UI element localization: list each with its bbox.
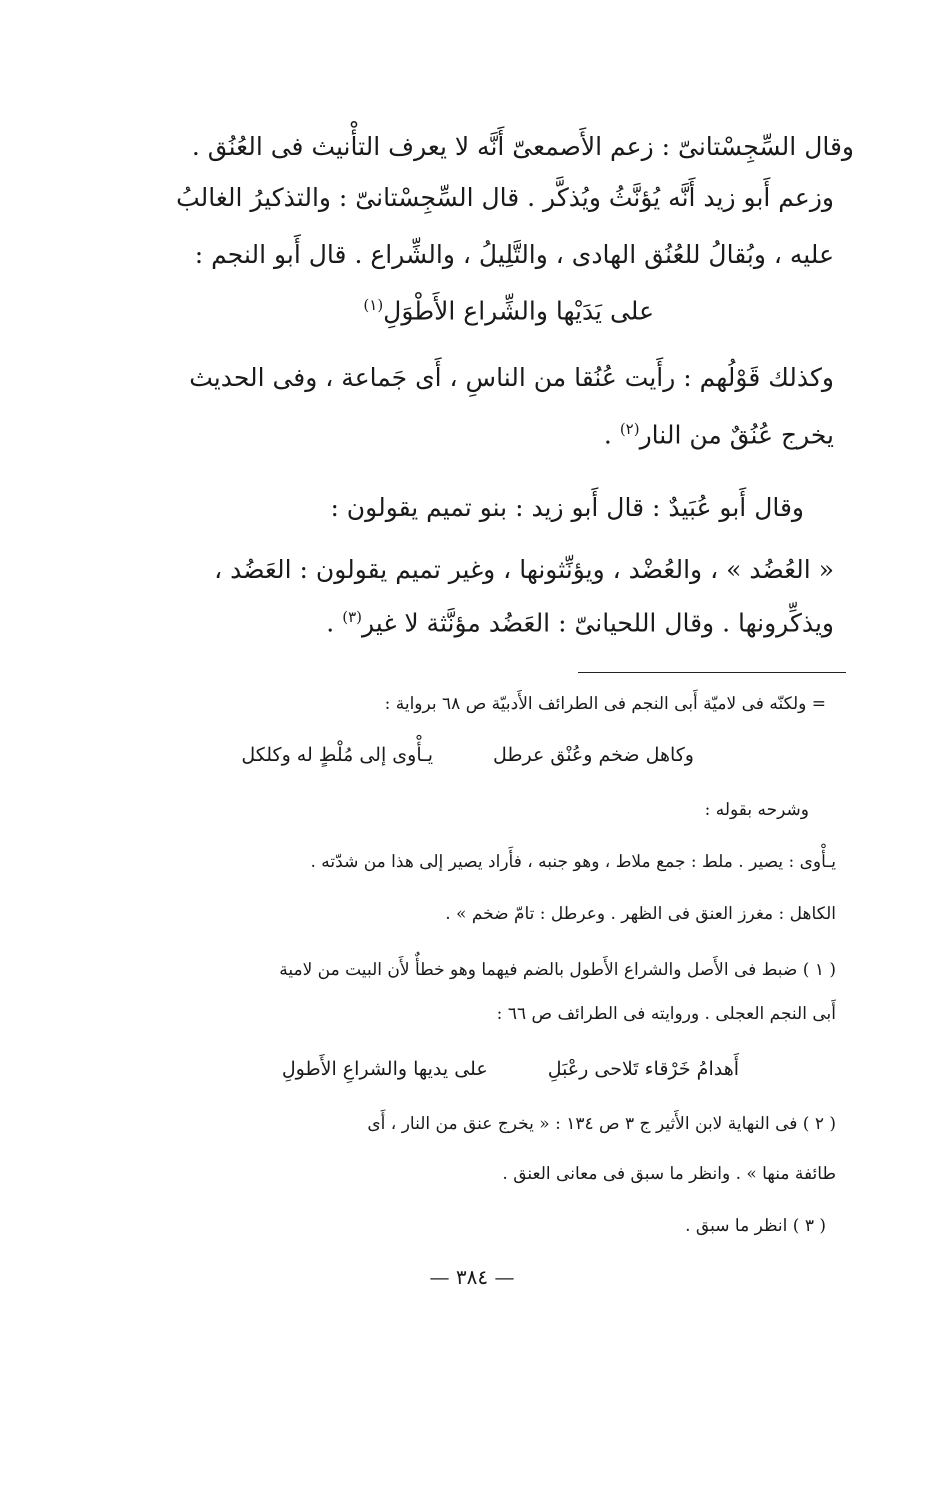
footnote-explain-2: الكاهل : مغرز العنق فى الظهر . وعرطل : تامّ ضخم » . — [445, 904, 836, 924]
footnote-3: ( ٣ ) انظر ما سبق . — [685, 1216, 826, 1236]
footnote-1-line-1: ( ١ ) ضبط فى الأَصل والشراع الأَطول بالضم فيهما وهو خطأٌ لأَن البيت من لامية — [279, 960, 836, 980]
footnote-1-line-2: أَبى النجم العجلى . وروايته فى الطرائف ص ٦٦ : — [496, 1004, 836, 1024]
footnote-verse-2 — [282, 1058, 739, 1080]
footnote-explain-1: يـأْوى : يصير . ملط : جمع ملاط ، وهو جنبه ، فأَراد يصير إلى هذا من شدّته . — [310, 852, 836, 872]
footnote-ref-1: (١) — [363, 296, 384, 314]
line-trail: . — [326, 608, 335, 638]
main-line-1: وقال السِّجِسْتانىّ : زعم الأَصمعىّ أَنَّه لا يعرف التأْنيث فى العُنُق . — [191, 132, 854, 161]
main-line-7: وقال أَبو عُبَيدٌ : قال أَبو زيد : بنو تميم يقولون : — [330, 493, 804, 522]
footnote-divider — [578, 672, 846, 673]
main-verse-line — [363, 296, 654, 325]
footnote-ref-3: (٣) — [342, 608, 362, 626]
footnote-ref-2: (٢) — [619, 420, 640, 438]
main-line-8: « العُضُد » ، والعُضْد ، ويؤنِّثونها ، وغير تميم يقولون : العَضُد ، — [214, 555, 834, 584]
main-line-9 — [326, 608, 834, 637]
line-text: ويذكِّرونها . وقال اللحيانىّ : العَضُد مؤنَّثة لا غير — [361, 608, 834, 638]
footnote-verse-1 — [241, 744, 694, 766]
line-trail: . — [603, 420, 612, 450]
page-number: — ٣٨٤ — — [429, 1265, 515, 1289]
footnote-2-line-1: ( ٢ ) فى النهاية لابن الأَثير ج ٣ ص ١٣٤ : « يخرج عنق من النار ، أَى — [367, 1114, 836, 1134]
verse1-left: وكاهل ضخم وعُنْق عرطل — [492, 744, 694, 766]
footnote-explain-intro: وشرحه بقوله : — [704, 800, 809, 820]
footnote-2-line-2: طائفة منها » . وانظر ما سبق فى معانى العنق . — [502, 1164, 836, 1184]
main-line-2: وزعم أَبو زيد أَنَّه يُؤنَّثُ ويُذكَّر . قال السِّجِسْتانىّ : والتذكيرُ الغالبُ — [176, 183, 834, 212]
main-line-3: عليه ، وبُقالُ للعُنُق الهادى ، والتَّلِيلُ ، والشِّراع . قال أَبو النجم : — [194, 240, 834, 269]
footnote-continuation: = ولكنّه فى لاميّة أَبى النجم فى الطرائف الأَدبيّة ص ٦٨ برواية : — [384, 694, 826, 714]
verse-text: على يَدَيْها والشِّراع الأَطْوَلِ — [383, 296, 654, 326]
main-line-5: وكذلك قَوْلُهم : رأَيت عُنُقا من الناسِ ، أَى جَماعة ، وفى الحديث — [189, 363, 834, 392]
verse2-left: أَهدامُ خَرْقاء تَلاحى رعْبَلِ — [547, 1058, 739, 1080]
verse1-right: يـأْوى إلى مُلْطٍ له وكلكل — [241, 744, 433, 766]
line-text: يخرج عُنُقٌ من النار — [639, 420, 834, 450]
verse2-right: على يديها والشراعِ الأَطولِ — [281, 1058, 488, 1080]
main-line-6 — [604, 420, 834, 449]
